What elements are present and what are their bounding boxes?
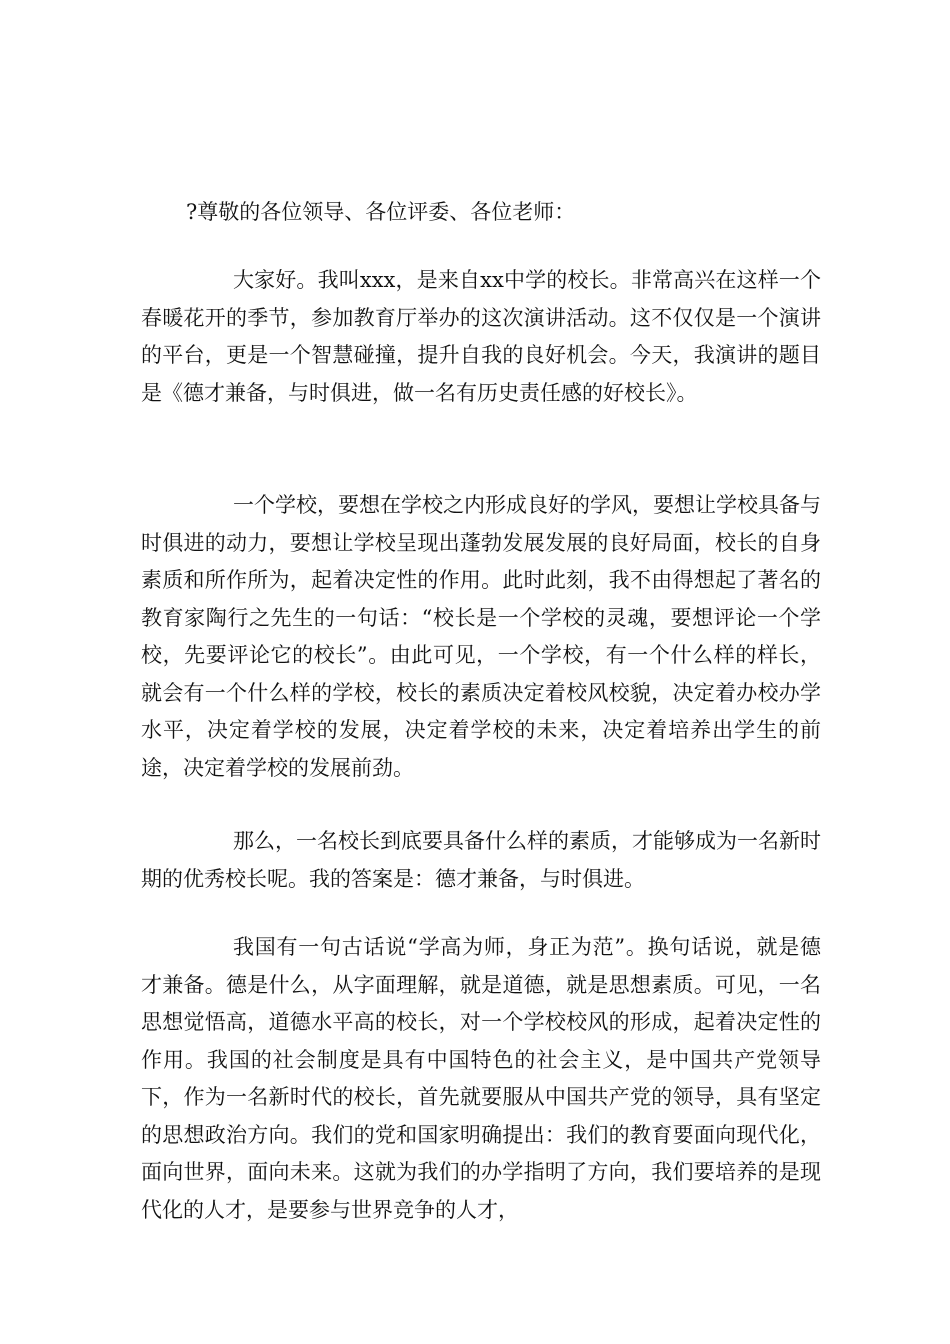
- paragraph-introduction: 大家好。我叫xxx，是来自xx中学的校长。非常高兴在这样一个春暖花开的季节，参加教育厅举办的这次演讲活动。这不仅仅是一个演讲的平台，更是一个智慧碰撞，提升自我的良好机会。今天，我演讲的题目是《德才兼备，与时俱进，做一名有历史责任感的好校长》。: [141, 268, 821, 405]
- paragraph-virtue-and-talent: 我国有一句古话说“学高为师，身正为范”。换句话说，就是德才兼备。德是什么，从字面理解，就是道德，就是思想素质。可见，一名思想觉悟高，道德水平高的校长，对一个学校校风的形成，起着决定性的作用。我国的社会制度是具有中国特色的社会主义，是中国共产党领导下，作为一名新时代的校长，首先就要服从中国共产党的领导，具有坚定的思想政治方向。我们的党和国家明确提出：我们的教育要面向现代化，面向世界，面向未来。这就为我们的办学指明了方向，我们要培养的是现代化的人才，是要参与世界竞争的人才，: [141, 935, 821, 1222]
- paragraph-question-answer: 那么，一名校长到底要具备什么样的素质，才能够成为一名新时期的优秀校长呢。我的答案是：德才兼备，与时俱进。: [141, 829, 821, 891]
- salutation-line: ?尊敬的各位领导、各位评委、各位老师：: [186, 200, 576, 224]
- paragraph-school-principal-role: 一个学校，要想在学校之内形成良好的学风，要想让学校具备与时俱进的动力，要想让学校呈现出蓬勃发展发展的良好局面，校长的自身素质和所作所为，起着决定性的作用。此时此刻，我不由得想起了著名的教育家陶行之先生的一句话：“校长是一个学校的灵魂，要想评论一个学校，先要评论它的校长”。由此可见，一个学校，有一个什么样的样长，就会有一个什么样的学校，校长的素质决定着校风校貌，决定着办校办学水平，决定着学校的发展，决定着学校的未来，决定着培养出学生的前途，决定着学校的发展前劲。: [141, 493, 821, 780]
